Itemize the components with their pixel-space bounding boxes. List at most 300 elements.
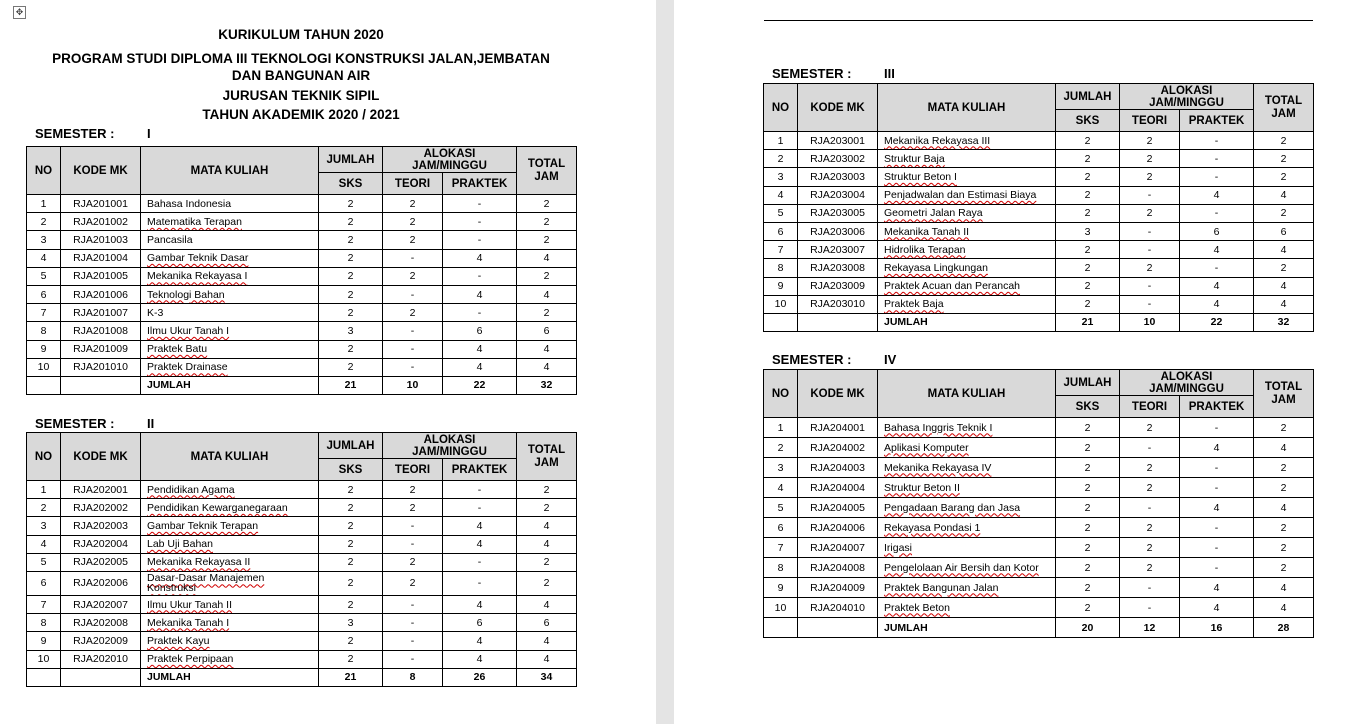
course-name: Mekanika Rekayasa II xyxy=(147,556,251,569)
cell-teori: - xyxy=(1120,222,1180,240)
table-row xyxy=(27,304,577,322)
cell-kode-mk: RJA204001 xyxy=(798,418,878,438)
col-header-kode: KODE MK xyxy=(798,84,878,132)
cell-teori: - xyxy=(383,535,443,553)
col-header-teori: TEORI xyxy=(1120,110,1180,132)
cell-total-jam: 2 xyxy=(517,499,577,517)
cell-empty xyxy=(764,313,798,331)
table-row xyxy=(764,295,1314,313)
table-row xyxy=(764,478,1314,498)
cell-praktek: 4 xyxy=(443,340,517,358)
cell-no: 7 xyxy=(764,538,798,558)
cell-sks: 2 xyxy=(319,535,383,553)
cell-empty xyxy=(27,376,61,394)
semester-heading xyxy=(772,352,896,367)
cell-no: 5 xyxy=(764,498,798,518)
col-header-no: NO xyxy=(27,147,61,195)
total-label: JUMLAH xyxy=(878,618,1056,638)
table-row xyxy=(764,458,1314,478)
cell-praktek: - xyxy=(443,499,517,517)
course-name: Praktek Drainase xyxy=(147,361,228,374)
cell-total-jam: 4 xyxy=(1254,241,1314,259)
cell-empty xyxy=(27,668,61,686)
doc-program-cont: DAN BANGUNAN AIR xyxy=(231,68,371,83)
cell-sks: 2 xyxy=(319,231,383,249)
cell-praktek: - xyxy=(1180,204,1254,222)
course-name: Hidrolika Terapan xyxy=(884,243,966,256)
cell-no: 3 xyxy=(27,517,61,535)
table-row xyxy=(764,241,1314,259)
cell-mata-kuliah xyxy=(878,538,1056,558)
cell-praktek: - xyxy=(1180,458,1254,478)
table-row xyxy=(764,438,1314,458)
semester-label: SEMESTER : xyxy=(772,352,852,367)
cell-total-jam: 4 xyxy=(517,650,577,668)
semester-table xyxy=(763,369,1314,638)
cell-teori: - xyxy=(383,517,443,535)
cell-total-jam: 2 xyxy=(517,481,577,499)
course-name: Aplikasi Komputer xyxy=(884,441,969,454)
semester-number: II xyxy=(147,416,155,431)
total-row xyxy=(764,618,1314,638)
col-header-alokasi: ALOKASI JAM/MINGGU xyxy=(383,147,517,173)
cell-mata-kuliah xyxy=(878,418,1056,438)
col-header-kode: KODE MK xyxy=(61,147,141,195)
cell-total-jam: 4 xyxy=(1254,598,1314,618)
col-header-mata-kuliah: MATA KULIAH xyxy=(141,147,319,195)
course-name: Praktek Bangunan Jalan xyxy=(884,581,999,594)
cell-total-jam: 4 xyxy=(1254,295,1314,313)
cell-sks: 2 xyxy=(1056,438,1120,458)
table-row xyxy=(27,195,577,213)
course-name: Rekayasa Pondasi 1 xyxy=(884,521,981,534)
cell-kode-mk: RJA204004 xyxy=(798,478,878,498)
total-label: JUMLAH xyxy=(141,668,319,686)
cell-sks: 2 xyxy=(319,340,383,358)
cell-kode-mk: RJA202002 xyxy=(61,499,141,517)
col-header-alokasi: ALOKASI JAM/MINGGU xyxy=(1120,370,1254,396)
cell-no: 9 xyxy=(27,340,61,358)
course-name: Mekanika Rekayasa IV xyxy=(884,461,992,474)
cell-no: 4 xyxy=(27,535,61,553)
cell-mata-kuliah xyxy=(141,322,319,340)
cell-praktek: - xyxy=(443,267,517,285)
table-row xyxy=(27,571,577,595)
total-sks: 21 xyxy=(319,376,383,394)
cell-sks: 2 xyxy=(319,195,383,213)
cell-mata-kuliah xyxy=(141,249,319,267)
cell-teori: 2 xyxy=(1120,538,1180,558)
cell-no: 2 xyxy=(27,213,61,231)
col-header-sks: SKS xyxy=(1056,110,1120,132)
cell-mata-kuliah xyxy=(878,241,1056,259)
doc-program: PROGRAM STUDI DIPLOMA III TEKNOLOGI KONSTRUKSI JALAN,JEMBATAN xyxy=(52,51,550,66)
total-teori: 12 xyxy=(1120,618,1180,638)
cell-kode-mk: RJA202005 xyxy=(61,553,141,571)
total-jam: 28 xyxy=(1254,618,1314,638)
cell-total-jam: 4 xyxy=(517,285,577,303)
table-row xyxy=(27,285,577,303)
cell-praktek: - xyxy=(1180,418,1254,438)
col-header-kode: KODE MK xyxy=(61,433,141,481)
col-header-jumlah: JUMLAH xyxy=(1056,84,1120,110)
cell-sks: 2 xyxy=(319,595,383,613)
semester-table xyxy=(26,432,577,687)
cell-praktek: - xyxy=(1180,558,1254,578)
cell-sks: 2 xyxy=(1056,259,1120,277)
cell-no: 3 xyxy=(764,168,798,186)
cell-total-jam: 4 xyxy=(517,249,577,267)
cell-praktek: 4 xyxy=(443,650,517,668)
cell-kode-mk: RJA203003 xyxy=(798,168,878,186)
course-name: Teknologi Bahan xyxy=(147,288,225,301)
cell-kode-mk: RJA202003 xyxy=(61,517,141,535)
cell-no: 1 xyxy=(764,418,798,438)
col-header-praktek: PRAKTEK xyxy=(443,459,517,481)
cell-empty xyxy=(798,618,878,638)
cell-praktek: 4 xyxy=(1180,498,1254,518)
cell-kode-mk: RJA201003 xyxy=(61,231,141,249)
cell-sks: 2 xyxy=(319,358,383,376)
cell-no: 8 xyxy=(764,558,798,578)
semester-heading xyxy=(35,126,151,141)
cell-teori: 2 xyxy=(383,231,443,249)
table-row xyxy=(764,558,1314,578)
cell-total-jam: 2 xyxy=(517,231,577,249)
col-header-total-jam: TOTAL JAM xyxy=(1254,370,1314,418)
cell-mata-kuliah xyxy=(878,204,1056,222)
cell-sks: 2 xyxy=(319,650,383,668)
cell-no: 9 xyxy=(764,578,798,598)
cell-praktek: 4 xyxy=(1180,241,1254,259)
cell-total-jam: 2 xyxy=(517,304,577,322)
course-name: Lab Uji Bahan xyxy=(147,538,213,551)
col-header-no: NO xyxy=(764,84,798,132)
semester-table xyxy=(26,146,577,395)
total-jam: 32 xyxy=(1254,313,1314,331)
cell-sks: 2 xyxy=(319,249,383,267)
cell-sks: 2 xyxy=(319,213,383,231)
cell-no: 8 xyxy=(27,614,61,632)
table-row xyxy=(764,578,1314,598)
cell-no: 3 xyxy=(764,458,798,478)
cell-kode-mk: RJA201007 xyxy=(61,304,141,322)
cell-mata-kuliah xyxy=(141,499,319,517)
cell-teori: 2 xyxy=(1120,168,1180,186)
cell-total-jam: 4 xyxy=(517,632,577,650)
course-name: K-3 xyxy=(147,306,164,319)
cell-praktek: - xyxy=(443,195,517,213)
total-row xyxy=(764,313,1314,331)
col-header-total-jam: TOTAL JAM xyxy=(1254,84,1314,132)
cell-no: 5 xyxy=(764,204,798,222)
cell-kode-mk: RJA204005 xyxy=(798,498,878,518)
semester-label: SEMESTER : xyxy=(772,66,852,81)
table-move-handle-icon[interactable]: ✥ xyxy=(13,6,26,19)
total-praktek: 22 xyxy=(443,376,517,394)
cell-no: 1 xyxy=(27,195,61,213)
total-label: JUMLAH xyxy=(141,376,319,394)
table-row xyxy=(27,595,577,613)
cell-praktek: 4 xyxy=(443,249,517,267)
col-header-jumlah: JUMLAH xyxy=(1056,370,1120,396)
table-row xyxy=(764,168,1314,186)
cell-kode-mk: RJA203006 xyxy=(798,222,878,240)
cell-teori: 2 xyxy=(1120,132,1180,150)
col-header-no: NO xyxy=(27,433,61,481)
cell-total-jam: 4 xyxy=(1254,498,1314,518)
cell-praktek: - xyxy=(1180,478,1254,498)
doc-department: JURUSAN TEKNIK SIPIL xyxy=(222,88,380,103)
cell-kode-mk: RJA203001 xyxy=(798,132,878,150)
cell-no: 9 xyxy=(764,277,798,295)
col-header-teori: TEORI xyxy=(383,173,443,195)
cell-no: 10 xyxy=(764,295,798,313)
cell-mata-kuliah xyxy=(878,277,1056,295)
table-row xyxy=(27,322,577,340)
cell-sks: 2 xyxy=(319,481,383,499)
cell-mata-kuliah xyxy=(878,518,1056,538)
cell-mata-kuliah xyxy=(141,517,319,535)
course-name: Pengelolaan Air Bersih dan Kotor xyxy=(884,561,1039,574)
cell-kode-mk: RJA201002 xyxy=(61,213,141,231)
table-row xyxy=(764,277,1314,295)
course-name: Praktek Kayu xyxy=(147,634,210,647)
doc-academic-year: TAHUN AKADEMIK 2020 / 2021 xyxy=(202,107,400,122)
cell-praktek: 4 xyxy=(1180,186,1254,204)
cell-total-jam: 2 xyxy=(1254,558,1314,578)
cell-total-jam: 2 xyxy=(517,267,577,285)
col-header-teori: TEORI xyxy=(383,459,443,481)
cell-sks: 2 xyxy=(1056,558,1120,578)
cell-total-jam: 4 xyxy=(517,340,577,358)
semester-table xyxy=(763,83,1314,332)
total-row xyxy=(27,376,577,394)
cell-praktek: 6 xyxy=(1180,222,1254,240)
col-header-jumlah: JUMLAH xyxy=(319,433,383,459)
total-sks: 20 xyxy=(1056,618,1120,638)
cell-kode-mk: RJA204003 xyxy=(798,458,878,478)
table-row xyxy=(27,249,577,267)
total-teori: 10 xyxy=(1120,313,1180,331)
cell-teori: 2 xyxy=(383,267,443,285)
cell-no: 3 xyxy=(27,231,61,249)
cell-total-jam: 2 xyxy=(517,195,577,213)
course-name: Bahasa Indonesia xyxy=(147,197,232,210)
total-praktek: 26 xyxy=(443,668,517,686)
course-name: Pengadaan Barang dan Jasa xyxy=(884,501,1021,514)
col-header-sks: SKS xyxy=(319,173,383,195)
cell-no: 7 xyxy=(764,241,798,259)
course-name: Dasar-Dasar Manajemen Konstruksi xyxy=(147,572,265,595)
cell-total-jam: 2 xyxy=(1254,132,1314,150)
col-header-mata-kuliah: MATA KULIAH xyxy=(878,370,1056,418)
cell-no: 2 xyxy=(27,499,61,517)
cell-sks: 2 xyxy=(1056,168,1120,186)
cell-teori: 2 xyxy=(1120,518,1180,538)
cell-praktek: 4 xyxy=(443,285,517,303)
cell-total-jam: 2 xyxy=(1254,478,1314,498)
table-row xyxy=(764,132,1314,150)
cell-sks: 2 xyxy=(319,267,383,285)
col-header-mata-kuliah: MATA KULIAH xyxy=(878,84,1056,132)
cell-sks: 2 xyxy=(1056,458,1120,478)
course-name: Praktek Batu xyxy=(147,343,208,356)
course-name: Pendidikan Kewarganegaraan xyxy=(147,501,288,514)
cell-kode-mk: RJA201001 xyxy=(61,195,141,213)
semester-number: III xyxy=(884,66,895,81)
cell-teori: 2 xyxy=(383,481,443,499)
cell-total-jam: 2 xyxy=(1254,204,1314,222)
cell-kode-mk: RJA204009 xyxy=(798,578,878,598)
cell-praktek: 6 xyxy=(443,614,517,632)
cell-mata-kuliah xyxy=(141,553,319,571)
cell-praktek: - xyxy=(443,481,517,499)
cell-praktek: 6 xyxy=(443,322,517,340)
course-name: Gambar Teknik Terapan xyxy=(147,519,259,532)
cell-praktek: - xyxy=(443,231,517,249)
total-row xyxy=(27,668,577,686)
col-header-total-jam: TOTAL JAM xyxy=(517,147,577,195)
cell-teori: 2 xyxy=(383,213,443,231)
cell-empty xyxy=(798,313,878,331)
cell-total-jam: 2 xyxy=(1254,168,1314,186)
total-teori: 8 xyxy=(383,668,443,686)
cell-teori: 2 xyxy=(383,499,443,517)
cell-mata-kuliah xyxy=(878,458,1056,478)
table-row xyxy=(27,614,577,632)
cell-praktek: - xyxy=(443,553,517,571)
table-row xyxy=(764,259,1314,277)
cell-mata-kuliah xyxy=(141,595,319,613)
cell-total-jam: 2 xyxy=(517,571,577,595)
cell-sks: 2 xyxy=(1056,518,1120,538)
table-row xyxy=(27,358,577,376)
col-header-total-jam: TOTAL JAM xyxy=(517,433,577,481)
cell-teori: - xyxy=(1120,438,1180,458)
course-name: Ilmu Ukur Tanah II xyxy=(147,598,233,611)
cell-praktek: 4 xyxy=(1180,277,1254,295)
table-row xyxy=(764,222,1314,240)
cell-kode-mk: RJA201009 xyxy=(61,340,141,358)
cell-teori: - xyxy=(1120,295,1180,313)
course-name: Pendidikan Agama xyxy=(147,483,235,496)
total-praktek: 22 xyxy=(1180,313,1254,331)
cell-sks: 2 xyxy=(1056,241,1120,259)
cell-sks: 2 xyxy=(319,632,383,650)
col-header-praktek: PRAKTEK xyxy=(1180,110,1254,132)
cell-total-jam: 6 xyxy=(517,614,577,632)
cell-mata-kuliah xyxy=(878,132,1056,150)
cell-mata-kuliah xyxy=(878,478,1056,498)
table-row xyxy=(27,632,577,650)
cell-praktek: 4 xyxy=(1180,438,1254,458)
cell-mata-kuliah xyxy=(141,535,319,553)
cell-no: 9 xyxy=(27,632,61,650)
table-row xyxy=(27,481,577,499)
table-row xyxy=(764,598,1314,618)
doc-title: KURIKULUM TAHUN 2020 xyxy=(218,27,384,42)
cell-kode-mk: RJA202004 xyxy=(61,535,141,553)
cell-teori: - xyxy=(383,614,443,632)
course-name: Mekanika Rekayasa I xyxy=(147,270,248,283)
col-header-praktek: PRAKTEK xyxy=(1180,396,1254,418)
course-name: Struktur Beton II xyxy=(884,481,960,494)
cell-sks: 2 xyxy=(1056,277,1120,295)
table-row xyxy=(27,553,577,571)
cell-sks: 2 xyxy=(1056,150,1120,168)
cell-kode-mk: RJA202009 xyxy=(61,632,141,650)
cell-mata-kuliah xyxy=(141,358,319,376)
cell-teori: - xyxy=(383,650,443,668)
course-name: Rekayasa Lingkungan xyxy=(884,261,988,274)
cell-sks: 3 xyxy=(319,614,383,632)
cell-teori: - xyxy=(1120,498,1180,518)
cell-teori: 2 xyxy=(1120,478,1180,498)
course-name: Praktek Acuan dan Perancah xyxy=(884,280,1021,293)
cell-kode-mk: RJA201004 xyxy=(61,249,141,267)
cell-sks: 3 xyxy=(1056,222,1120,240)
cell-teori: - xyxy=(1120,186,1180,204)
cell-teori: - xyxy=(383,285,443,303)
cell-teori: - xyxy=(383,595,443,613)
cell-kode-mk: RJA201006 xyxy=(61,285,141,303)
course-name: Praktek Beton xyxy=(884,601,950,614)
cell-mata-kuliah xyxy=(878,186,1056,204)
cell-teori: - xyxy=(1120,598,1180,618)
course-name: Irigasi xyxy=(884,541,913,554)
cell-no: 2 xyxy=(764,150,798,168)
cell-kode-mk: RJA203009 xyxy=(798,277,878,295)
course-name: Mekanika Tanah I xyxy=(147,616,230,629)
col-header-no: NO xyxy=(764,370,798,418)
table-row xyxy=(27,499,577,517)
cell-no: 2 xyxy=(764,438,798,458)
course-name: Pancasila xyxy=(147,233,193,246)
cell-kode-mk: RJA203004 xyxy=(798,186,878,204)
cell-total-jam: 2 xyxy=(1254,150,1314,168)
course-name: Ilmu Ukur Tanah I xyxy=(147,324,230,337)
cell-praktek: 4 xyxy=(1180,295,1254,313)
cell-mata-kuliah xyxy=(141,195,319,213)
cell-mata-kuliah xyxy=(878,438,1056,458)
cell-kode-mk: RJA203002 xyxy=(798,150,878,168)
table-row xyxy=(764,150,1314,168)
cell-praktek: - xyxy=(1180,518,1254,538)
cell-praktek: 4 xyxy=(443,358,517,376)
cell-no: 6 xyxy=(764,518,798,538)
cell-teori: - xyxy=(1120,277,1180,295)
cell-sks: 2 xyxy=(1056,186,1120,204)
table-row xyxy=(764,204,1314,222)
cell-teori: - xyxy=(1120,241,1180,259)
cell-total-jam: 2 xyxy=(1254,538,1314,558)
table-row xyxy=(764,498,1314,518)
col-header-alokasi: ALOKASI JAM/MINGGU xyxy=(1120,84,1254,110)
cell-kode-mk: RJA202006 xyxy=(61,571,141,595)
cell-teori: - xyxy=(383,322,443,340)
cell-teori: 2 xyxy=(1120,150,1180,168)
cell-no: 4 xyxy=(764,478,798,498)
course-name: Praktek Baja xyxy=(884,298,944,311)
total-teori: 10 xyxy=(383,376,443,394)
cell-total-jam: 2 xyxy=(517,553,577,571)
cell-mata-kuliah xyxy=(141,231,319,249)
cell-total-jam: 2 xyxy=(1254,418,1314,438)
cell-no: 8 xyxy=(27,322,61,340)
cell-praktek: 4 xyxy=(443,517,517,535)
course-name: Mekanika Tanah II xyxy=(884,225,970,238)
